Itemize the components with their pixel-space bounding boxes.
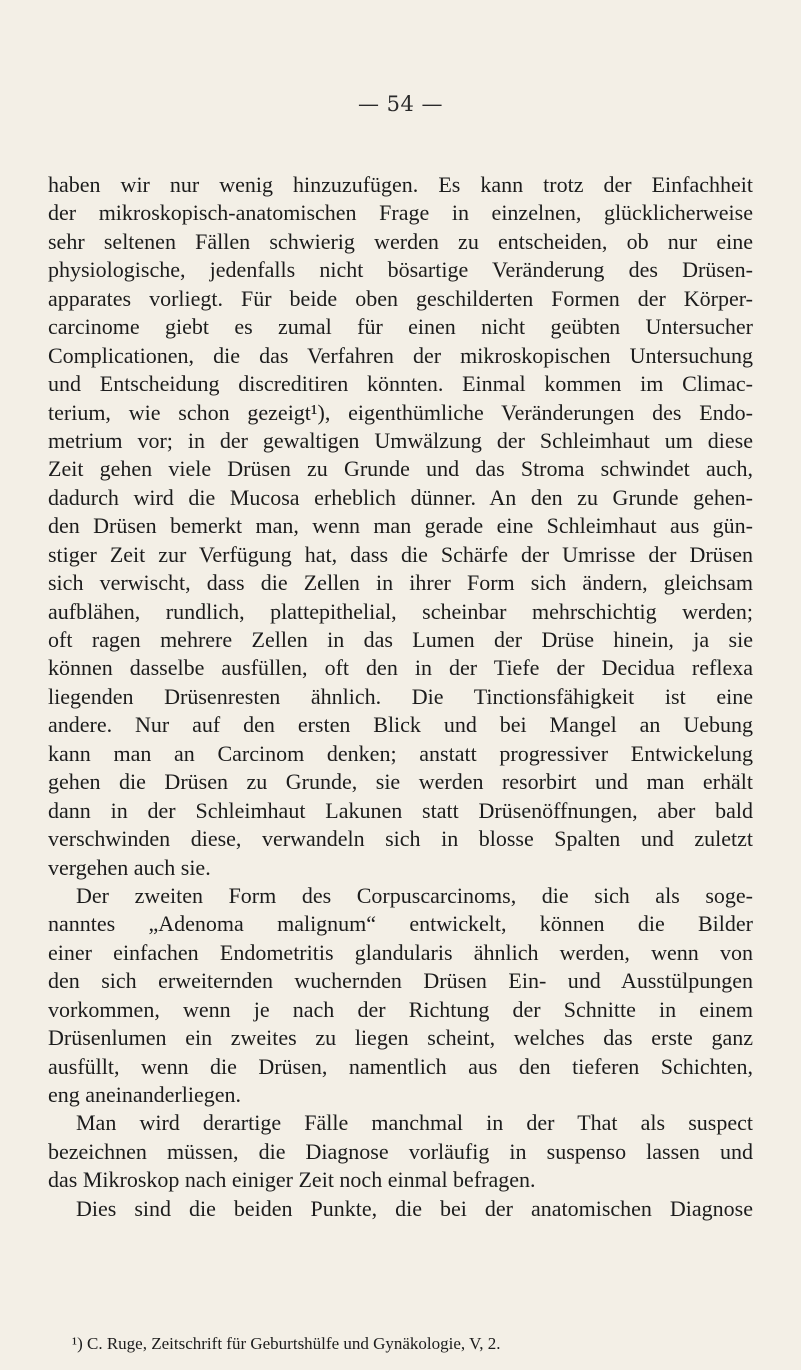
text-line: oft ragen mehrere Zellen in das Lumen der Drüse hinein, ja sie bbox=[48, 627, 753, 652]
text-line: eng aneinanderliegen. bbox=[48, 1082, 242, 1107]
text-line: Dies sind die beiden Punkte, die bei der anatomischen Diagnose bbox=[76, 1195, 753, 1221]
text-line: kann man an Carcinom denken; anstatt progressiver Entwickelung bbox=[48, 740, 753, 766]
text-line: ausfüllt, wenn die Drüsen, namentlich aus den tieferen Schichten, bbox=[48, 1053, 753, 1079]
text-line: den Drüsen bemerkt man, wenn man gerade eine Schleimhaut aus gün- bbox=[48, 513, 753, 539]
page-number: — 54 — bbox=[357, 92, 444, 116]
text-line: stiger Zeit zur Verfügung hat, dass die Schärfe der Umrisse der Drüsen bbox=[48, 541, 753, 567]
text-line: das Mikroskop nach einiger Zeit noch einmal befragen. bbox=[48, 1167, 536, 1193]
text-line: Zeit gehen viele Drüsen zu Grunde und das Stroma schwindet auch, bbox=[48, 456, 753, 482]
text-line: den sich erweiternden wuchernden Drüsen Ein- und Ausstülpungen bbox=[48, 968, 753, 994]
text-line: carcinome giebt es zumal für einen nicht geübten Untersucher bbox=[48, 314, 753, 340]
text-line: dann in der Schleimhaut Lakunen statt Drüsenöffnungen, aber bald bbox=[48, 797, 753, 823]
body-text bbox=[48, 171, 753, 1223]
text-line: physiologische, jedenfalls nicht bösartige Veränderung des Drüsen- bbox=[48, 257, 753, 283]
text-line: der mikroskopisch-anatomischen Frage in einzelnen, glücklicherweise bbox=[48, 200, 753, 226]
text-line: Complicationen, die das Verfahren der mikroskopischen Untersuchung bbox=[48, 342, 753, 368]
text-line: gehen die Drüsen zu Grunde, sie werden resorbirt und man erhält bbox=[48, 769, 753, 795]
text-line: haben wir nur wenig hinzuzufügen. Es kann trotz der Einfachheit bbox=[48, 172, 753, 197]
text-line: bezeichnen müssen, die Diagnose vorläufig in suspenso lassen und bbox=[48, 1138, 753, 1164]
text-line: andere. Nur auf den ersten Blick und bei Mangel an Uebung bbox=[48, 712, 753, 738]
text-line: terium, wie schon gezeigt¹), eigenthümliche Veränderungen des Endo- bbox=[48, 399, 753, 425]
text-line: apparates vorliegt. Für beide oben geschilderten Formen der Körper- bbox=[48, 285, 753, 311]
text-line: liegenden Drüsenresten ähnlich. Die Tinctionsfähigkeit ist eine bbox=[48, 683, 753, 709]
text-line: metrium vor; in der gewaltigen Umwälzung der Schleimhaut um diese bbox=[48, 427, 753, 453]
text-line: und Entscheidung discreditiren könnten. Einmal kommen im Climac- bbox=[48, 371, 753, 397]
text-line: sehr seltenen Fällen schwierig werden zu entscheiden, ob nur eine bbox=[48, 228, 753, 254]
footnote: ¹) C. Ruge, Zeitschrift für Geburtshülfe und Gynäkologie, V, 2. bbox=[72, 1334, 501, 1353]
text-line: können dasselbe ausfüllen, oft den in der Tiefe der Decidua reflexa bbox=[48, 655, 753, 681]
text-line: dadurch wird die Mucosa erheblich dünner. An den zu Grunde gehen- bbox=[48, 484, 753, 510]
text-line: vergehen auch sie. bbox=[48, 854, 211, 880]
text-line: nanntes „Adenoma malignum“ entwickelt, können die Bilder bbox=[48, 911, 753, 937]
text-line: verschwinden diese, verwandeln sich in blosse Spalten und zuletzt bbox=[48, 826, 753, 852]
text-line: Man wird derartige Fälle manchmal in der That als suspect bbox=[76, 1110, 753, 1136]
text-line: sich verwischt, dass die Zellen in ihrer Form sich ändern, gleichsam bbox=[48, 570, 753, 596]
text-line: Drüsenlumen ein zweites zu liegen scheint, welches das erste ganz bbox=[48, 1025, 753, 1051]
text-line: vorkommen, wenn je nach der Richtung der Schnitte in einem bbox=[48, 996, 753, 1022]
text-line: Der zweiten Form des Corpuscarcinoms, die sich als soge- bbox=[76, 882, 753, 908]
text-line: einer einfachen Endometritis glandularis ähnlich werden, wenn von bbox=[48, 939, 753, 965]
text-line: aufblähen, rundlich, plattepithelial, scheinbar mehrschichtig werden; bbox=[48, 598, 753, 624]
